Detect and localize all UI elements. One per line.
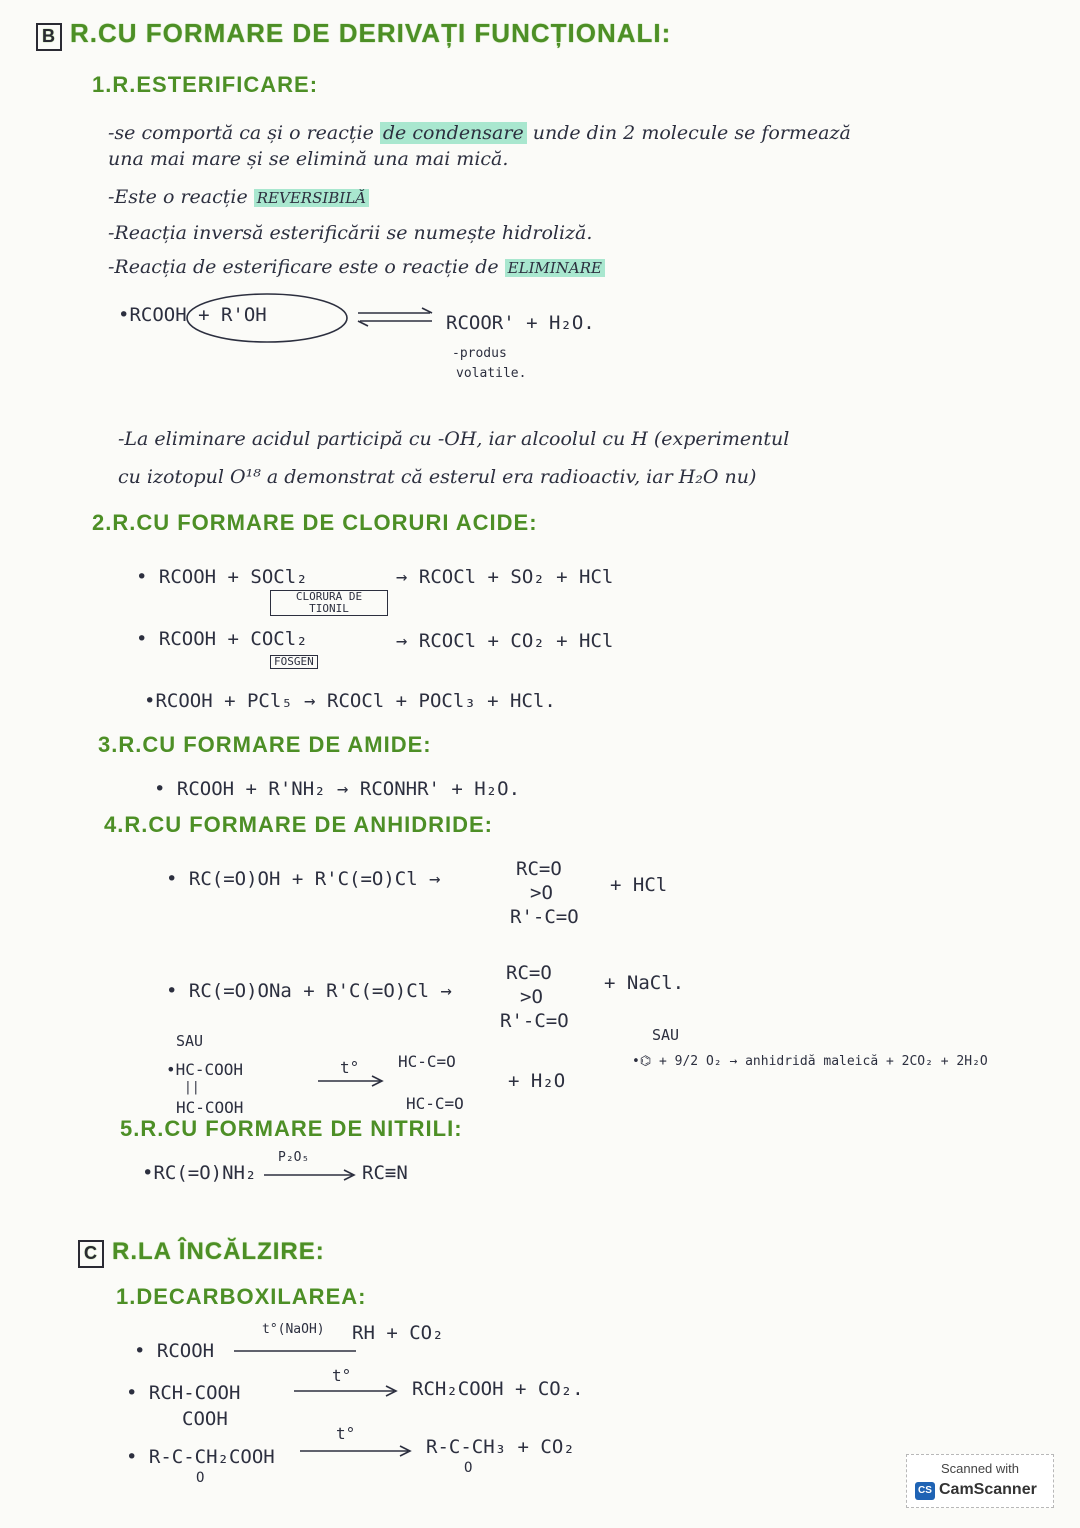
decarbox-eq-3-rhs-bottom: O [464, 1460, 473, 1476]
cloruri-title: 2.R.CU FORMARE DE CLORURI ACIDE: [92, 510, 538, 535]
cloruri-eq-2-box: FOSGEN [270, 654, 318, 669]
esterification-lhs: •RCOOH + R'OH [118, 304, 267, 326]
maleic-anhydride-top: HC-C=O [398, 1052, 456, 1071]
decarbox-eq-3-lhs-bottom: O [196, 1470, 205, 1486]
elimination-note-line-2: cu izotopul O¹⁸ a demonstrat că esterul era radioactiv, iar H₂O nu) [118, 466, 757, 488]
maleic-anhydride-bottom: HC-C=O [406, 1094, 464, 1113]
camscanner-logo-icon: CS [915, 1482, 935, 1500]
esterification-loop [182, 290, 352, 350]
amide-eq-1: • RCOOH + R'NH₂ → RCONHR' + H₂O. [154, 778, 521, 800]
decarbox-eq-3-condition: t° [336, 1424, 356, 1443]
anhidride-eq-2-prod-top: RC=O [506, 962, 552, 984]
esterificare-title: 1.R.ESTERIFICARE: [92, 72, 319, 97]
section-c-letter: C [78, 1240, 104, 1268]
anhidride-eq-1-byproduct: + HCl [610, 874, 668, 896]
nitrili-lhs: •RC(=O)NH₂ [142, 1162, 257, 1184]
elimination-note-line-1: -La eliminare acidul participă cu -OH, iar alcoolul cu H (experimentul [118, 428, 790, 450]
decarbox-eq-1-rhs: RH + CO₂ [352, 1322, 444, 1344]
cloruri-eq-1-box: CLORURĂ DE TIONIL [270, 590, 388, 616]
cloruri-eq-2-rhs: → RCOCl + CO₂ + HCl [396, 630, 614, 652]
esterificare-line-5: -Reacția de esterificare este o reacție de ELIMINARE [108, 256, 605, 278]
decarbox-eq-2-condition: t° [332, 1366, 352, 1385]
anhidride-eq-1-prod-top: RC=O [516, 858, 562, 880]
maleic-double-bond: || [184, 1080, 200, 1095]
anhidride-eq-2-byproduct: + NaCl. [604, 972, 685, 994]
nitrili-condition: P₂O₅ [278, 1150, 310, 1165]
cloruri-eq-2-lhs: • RCOOH + COCl₂ [136, 628, 308, 650]
esterification-note-1: -produs [452, 346, 507, 361]
sau-right: SAU [652, 1026, 680, 1044]
anhidride-eq-2-prod-bot: R'-C=O [500, 1010, 569, 1032]
nitrili-arrow [262, 1168, 358, 1182]
section-b-letter: B [36, 23, 62, 51]
esterificare-line-1: -se comportă ca și o reacție de condensare unde din 2 molecule se formează [108, 122, 851, 144]
section-b-title: R.CU FORMARE DE DERIVAȚI FUNCȚIONALI: [70, 18, 672, 48]
esterificare-line-2: una mai mare și se elimină una mai mică. [108, 148, 509, 170]
decarbox-eq-3-arrow [298, 1444, 414, 1458]
esterificare-line-3: -Este o reacție REVERSIBILĂ [108, 186, 369, 208]
decarbox-eq-2-rhs: RCH₂COOH + CO₂. [412, 1378, 584, 1400]
decarbox-eq-2-lhs-top: • RCH-COOH [126, 1382, 241, 1404]
esterificare-line-4: -Reacția inversă esterificării se numește hidroliză. [108, 222, 593, 244]
decarbox-eq-1-lhs: • RCOOH [134, 1340, 215, 1362]
decarbox-eq-3-rhs-top: R-C-CH₃ + CO₂ [426, 1436, 575, 1458]
anhidride-eq-2-prod-mid: >O [520, 986, 543, 1008]
anhidride-eq-2-lhs: • RC(=O)ONa + R'C(=O)Cl → [166, 980, 452, 1002]
maleic-condition: t° [340, 1058, 360, 1077]
maleic-acid-bottom: HC-COOH [176, 1098, 244, 1117]
equilibrium-arrow [356, 306, 436, 328]
nitrili-title: 5.R.CU FORMARE DE NITRILI: [120, 1116, 463, 1141]
decarbox-eq-1-condition: t°(NaOH) [262, 1322, 325, 1337]
anhidride-eq-1-prod-mid: >O [530, 882, 553, 904]
decarbox-eq-2-arrow [292, 1384, 400, 1398]
highlight-eliminare: ELIMINARE [505, 259, 605, 277]
section-c-title: R.LA ÎNCĂLZIRE: [112, 1238, 325, 1265]
nitrili-rhs: RC≡N [362, 1162, 408, 1184]
benzene-oxidation: •⌬ + 9/2 O₂ → anhidridă maleică + 2CO₂ + 2H₂O [632, 1054, 988, 1069]
esterification-rhs: RCOOR' + H₂O. [446, 312, 595, 334]
camscanner-line-2: CS CamScanner [915, 1481, 1037, 1500]
decarbox-title: 1.DECARBOXILAREA: [116, 1284, 367, 1309]
anhidride-eq-1-prod-bot: R'-C=O [510, 906, 579, 928]
camscanner-line-1: Scanned with [940, 1461, 1020, 1476]
anhidride-eq-1-lhs: • RC(=O)OH + R'C(=O)Cl → [166, 868, 441, 890]
camscanner-badge [906, 1454, 1054, 1508]
amide-title: 3.R.CU FORMARE DE AMIDE: [98, 732, 432, 757]
section-b-heading [36, 18, 671, 51]
cloruri-eq-1-lhs: • RCOOH + SOCl₂ [136, 566, 308, 588]
anhidride-title: 4.R.CU FORMARE DE ANHIDRIDE: [104, 812, 493, 837]
sau-left: SAU [176, 1032, 204, 1050]
cloruri-eq-3: •RCOOH + PCl₅ → RCOCl + POCl₃ + HCl. [144, 690, 556, 712]
section-c-heading [78, 1238, 325, 1268]
esterification-note-2: volatile. [456, 366, 527, 381]
maleic-water: + H₂O [508, 1070, 566, 1092]
decarbox-eq-1-arrow [232, 1344, 362, 1358]
maleic-arrow [316, 1074, 386, 1088]
maleic-acid-top: •HC-COOH [166, 1060, 244, 1079]
highlight-condensare: de condensare [380, 122, 527, 144]
highlight-reversibila: REVERSIBILĂ [254, 189, 369, 207]
cloruri-eq-1-rhs: → RCOCl + SO₂ + HCl [396, 566, 614, 588]
decarbox-eq-2-lhs-bottom: COOH [182, 1408, 228, 1430]
decarbox-eq-3-lhs-top: • R-C-CH₂COOH [126, 1446, 275, 1468]
